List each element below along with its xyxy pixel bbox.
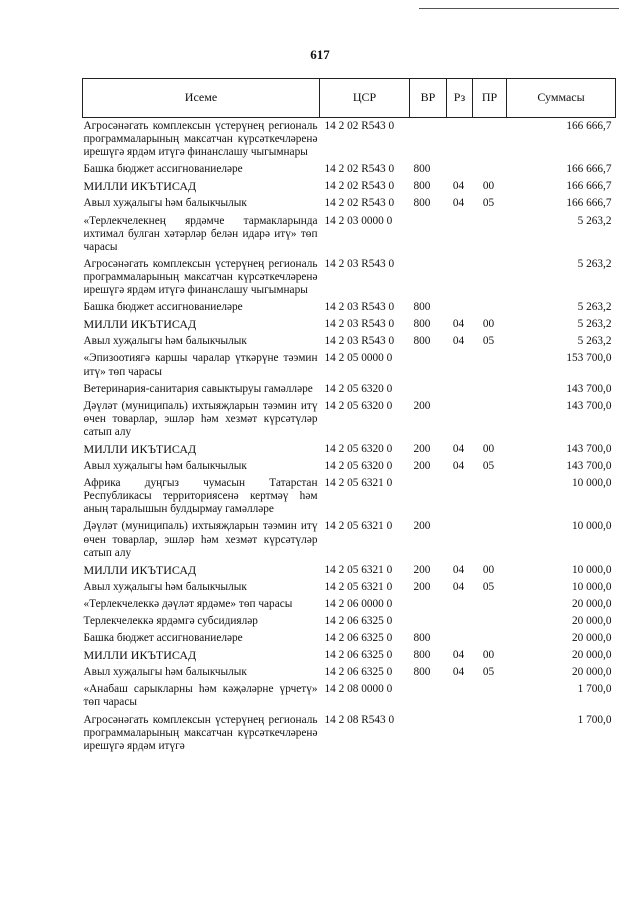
cell-sum: 5 263,2 bbox=[577, 335, 612, 348]
cell-name: Авыл хуҗалыгы һәм балыкчылык bbox=[83, 460, 247, 473]
cell-sum: 20 000,0 bbox=[571, 597, 612, 610]
cell-vr: 800 bbox=[413, 649, 431, 662]
header-name: Исеме bbox=[83, 79, 320, 118]
cell-name: Терлекчелеккә ярдәмгә субсидияләр bbox=[83, 615, 258, 627]
cell-vr: 200 bbox=[413, 563, 431, 576]
table-row bbox=[83, 118, 616, 162]
cell-sum: 5 263,2 bbox=[577, 318, 612, 331]
cell-rz: 04 bbox=[452, 197, 465, 210]
cell-sum: 166 666,7 bbox=[566, 163, 612, 176]
cell-code: 14 2 06 6325 0 bbox=[324, 649, 393, 662]
cell-rz bbox=[447, 161, 473, 178]
cell-code: 14 2 06 6325 0 bbox=[324, 666, 393, 679]
cell-vr bbox=[410, 475, 447, 518]
cell-name: МИЛЛИ ИКЪТИСАД bbox=[83, 179, 197, 194]
table-row bbox=[83, 630, 616, 647]
cell-pr: 05 bbox=[482, 666, 495, 679]
cell-name: «Анабаш сарыкларны һәм кәҗәләрне үрчетү» төп чарасы bbox=[83, 683, 318, 709]
cell-vr bbox=[410, 213, 447, 256]
cell-pr bbox=[473, 256, 507, 299]
cell-sum: 5 263,2 bbox=[577, 257, 612, 270]
cell-rz bbox=[447, 630, 473, 647]
cell-vr bbox=[410, 350, 447, 380]
cell-name: Башка бюджет ассигнованиеләре bbox=[83, 163, 243, 176]
table-row bbox=[83, 712, 616, 755]
cell-pr: 00 bbox=[482, 318, 495, 331]
cell-sum: 10 000,0 bbox=[571, 580, 612, 593]
cell-name: Африка дуңгыз чумасын Татарстан Республикасы территориясенә кертмәү һәм аның таралышын булдырмау гамәлләре bbox=[83, 477, 318, 516]
cell-rz: 04 bbox=[452, 335, 465, 348]
cell-code: 14 2 03 R543 0 bbox=[324, 301, 395, 314]
cell-pr bbox=[473, 613, 507, 630]
cell-sum: 20 000,0 bbox=[571, 649, 612, 662]
cell-code: 14 2 08 R543 0 bbox=[324, 713, 395, 726]
cell-sum: 10 000,0 bbox=[571, 477, 612, 490]
cell-code: 14 2 05 6320 0 bbox=[324, 399, 393, 412]
cell-vr: 800 bbox=[413, 666, 431, 679]
cell-pr bbox=[473, 712, 507, 755]
table-row bbox=[83, 213, 616, 256]
table-row bbox=[83, 596, 616, 613]
cell-name: Авыл хуҗалыгы һәм балыкчылык bbox=[83, 666, 247, 679]
cell-sum: 20 000,0 bbox=[571, 632, 612, 645]
cell-name: Авыл хуҗалыгы һәм балыкчылык bbox=[83, 335, 247, 348]
cell-sum: 166 666,7 bbox=[566, 180, 612, 193]
table-row bbox=[83, 178, 616, 195]
cell-code: 14 2 05 0000 0 bbox=[324, 352, 393, 365]
cell-vr bbox=[410, 256, 447, 299]
table-row bbox=[83, 664, 616, 681]
cell-rz: 04 bbox=[452, 649, 465, 662]
cell-name: Агросәнәгать комплексын үстерүнең региональ программаларының максатчан күрсәткечләренә ирешүгә ярдәм итүгә финанслашу чыгымнары bbox=[83, 120, 318, 159]
cell-rz: 04 bbox=[452, 180, 465, 193]
table-row bbox=[83, 398, 616, 441]
table-row bbox=[83, 562, 616, 579]
table-row bbox=[83, 441, 616, 458]
cell-pr bbox=[473, 161, 507, 178]
cell-rz: 04 bbox=[452, 460, 465, 473]
table-row bbox=[83, 579, 616, 596]
cell-rz bbox=[447, 118, 473, 162]
table-header-row bbox=[83, 79, 616, 118]
cell-code: 14 2 06 6325 0 bbox=[324, 615, 393, 627]
table-row bbox=[83, 518, 616, 561]
cell-pr: 05 bbox=[482, 197, 495, 210]
cell-pr bbox=[473, 299, 507, 316]
cell-vr bbox=[410, 712, 447, 755]
table-row bbox=[83, 381, 616, 398]
header-code: ЦСР bbox=[320, 79, 410, 118]
cell-code: 14 2 03 R543 0 bbox=[324, 257, 395, 270]
cell-rz bbox=[447, 398, 473, 441]
cell-pr bbox=[473, 630, 507, 647]
cell-vr bbox=[410, 596, 447, 613]
header-sum: Суммасы bbox=[507, 79, 616, 118]
cell-pr bbox=[473, 681, 507, 711]
cell-pr bbox=[473, 398, 507, 441]
cell-vr bbox=[410, 613, 447, 630]
cell-pr: 00 bbox=[482, 563, 495, 576]
cell-sum: 143 700,0 bbox=[566, 382, 612, 395]
cell-vr: 200 bbox=[413, 399, 431, 412]
cell-pr bbox=[473, 118, 507, 162]
cell-vr: 200 bbox=[413, 442, 431, 455]
cell-name: «Терлекчелекнең ярдәмче тармакларында ихтимал булган хәтәрләр белән идарә итү» төп чарасы bbox=[83, 214, 318, 253]
cell-name: Ветеринария-санитария савыктыруы гамәлләре bbox=[83, 382, 313, 395]
cell-name: МИЛЛИ ИКЪТИСАД bbox=[83, 648, 197, 663]
cell-sum: 166 666,7 bbox=[566, 120, 612, 132]
cell-sum: 10 000,0 bbox=[571, 520, 612, 533]
cell-code: 14 2 05 6321 0 bbox=[324, 520, 393, 533]
cell-pr: 05 bbox=[482, 335, 495, 348]
table-body bbox=[83, 118, 616, 755]
cell-code: 14 2 02 R543 0 bbox=[324, 120, 395, 132]
cell-name: Авыл хуҗалыгы һәм балыкчылык bbox=[83, 197, 247, 210]
header-rz: Рз bbox=[447, 79, 473, 118]
table-row bbox=[83, 333, 616, 350]
cell-sum: 10 000,0 bbox=[571, 563, 612, 576]
cell-name: Агросәнәгать комплексын үстерүнең региональ программаларының максатчан күрсәткечләренә ирешүгә ярдәм итүгә финанслашу чыгымнары bbox=[83, 257, 318, 297]
cell-code: 14 2 06 6325 0 bbox=[324, 632, 393, 645]
table-row bbox=[83, 350, 616, 380]
table-row bbox=[83, 195, 616, 212]
cell-rz: 04 bbox=[452, 442, 465, 455]
cell-sum: 143 700,0 bbox=[566, 399, 612, 412]
cell-vr: 200 bbox=[413, 460, 431, 473]
cell-pr: 00 bbox=[482, 442, 495, 455]
cell-sum: 1 700,0 bbox=[577, 713, 612, 726]
cell-rz bbox=[447, 256, 473, 299]
cell-sum: 20 000,0 bbox=[571, 615, 612, 627]
cell-vr bbox=[410, 681, 447, 711]
cell-vr: 200 bbox=[413, 520, 431, 533]
cell-name: МИЛЛИ ИКЪТИСАД bbox=[83, 441, 197, 456]
table-row bbox=[83, 299, 616, 316]
cell-pr: 00 bbox=[482, 649, 495, 662]
cell-rz bbox=[447, 518, 473, 561]
table-row bbox=[83, 316, 616, 333]
cell-code: 14 2 06 0000 0 bbox=[324, 597, 393, 610]
cell-code: 14 2 03 0000 0 bbox=[324, 214, 393, 227]
cell-vr bbox=[410, 381, 447, 398]
cell-rz bbox=[447, 475, 473, 518]
cell-pr bbox=[473, 518, 507, 561]
table-row bbox=[83, 256, 616, 299]
cell-vr: 800 bbox=[413, 318, 431, 331]
cell-pr: 05 bbox=[482, 460, 495, 473]
cell-vr: 800 bbox=[413, 632, 431, 645]
cell-pr bbox=[473, 350, 507, 380]
cell-code: 14 2 05 6320 0 bbox=[324, 460, 393, 473]
cell-sum: 153 700,0 bbox=[566, 352, 612, 365]
cell-vr: 200 bbox=[413, 580, 431, 593]
cell-pr bbox=[473, 213, 507, 256]
cell-name: «Терлекчелеккә дәүләт ярдәме» төп чарасы bbox=[83, 597, 293, 610]
budget-table bbox=[82, 78, 616, 755]
cell-code: 14 2 08 0000 0 bbox=[324, 683, 393, 696]
cell-sum: 5 263,2 bbox=[577, 214, 612, 227]
cell-code: 14 2 02 R543 0 bbox=[324, 163, 395, 176]
header-rule bbox=[419, 8, 619, 9]
table-row bbox=[83, 458, 616, 475]
cell-code: 14 2 05 6321 0 bbox=[324, 580, 393, 593]
cell-vr bbox=[410, 118, 447, 162]
cell-rz bbox=[447, 613, 473, 630]
cell-sum: 1 700,0 bbox=[577, 683, 612, 696]
cell-name: МИЛЛИ ИКЪТИСАД bbox=[83, 562, 197, 577]
cell-rz bbox=[447, 712, 473, 755]
cell-vr: 800 bbox=[413, 163, 431, 176]
cell-code: 14 2 05 6321 0 bbox=[324, 563, 393, 576]
cell-pr bbox=[473, 381, 507, 398]
header-vr: ВР bbox=[410, 79, 447, 118]
cell-code: 14 2 05 6320 0 bbox=[324, 442, 393, 455]
page-number: 617 bbox=[310, 47, 330, 62]
cell-rz: 04 bbox=[452, 666, 465, 679]
cell-name: Дәүләт (муниципаль) ихтыяҗларын тәэмин итү өчен товарлар, эшләр һәм хезмәт күрсәтүләр сатып алу bbox=[83, 399, 318, 438]
cell-rz bbox=[447, 596, 473, 613]
cell-name: Дәүләт (муниципаль) ихтыяҗларын тәэмин итү өчен товарлар, эшләр һәм хезмәт күрсәтүләр сатып алу bbox=[83, 520, 318, 559]
table-row bbox=[83, 681, 616, 711]
cell-code: 14 2 02 R543 0 bbox=[324, 197, 395, 210]
table-row bbox=[83, 613, 616, 630]
cell-rz bbox=[447, 299, 473, 316]
cell-rz bbox=[447, 381, 473, 398]
cell-rz: 04 bbox=[452, 580, 465, 593]
cell-sum: 5 263,2 bbox=[577, 301, 612, 314]
cell-code: 14 2 05 6321 0 bbox=[324, 477, 393, 490]
cell-vr: 800 bbox=[413, 197, 431, 210]
cell-vr: 800 bbox=[413, 301, 431, 314]
cell-rz bbox=[447, 350, 473, 380]
cell-rz: 04 bbox=[452, 318, 465, 331]
cell-sum: 143 700,0 bbox=[566, 460, 612, 473]
cell-name: Башка бюджет ассигнованиеләре bbox=[83, 301, 243, 314]
cell-name: «Эпизоотиягә каршы чаралар үткәрүне тәэмин итү» төп чарасы bbox=[83, 352, 318, 378]
cell-code: 14 2 05 6320 0 bbox=[324, 382, 393, 395]
table-row bbox=[83, 475, 616, 518]
cell-pr bbox=[473, 596, 507, 613]
cell-sum: 20 000,0 bbox=[571, 666, 612, 679]
cell-pr: 05 bbox=[482, 580, 495, 593]
table-row bbox=[83, 647, 616, 664]
cell-sum: 166 666,7 bbox=[566, 197, 612, 210]
table-row bbox=[83, 161, 616, 178]
cell-vr: 800 bbox=[413, 335, 431, 348]
cell-name: Авыл хуҗалыгы һәм балыкчылык bbox=[83, 580, 247, 593]
header-pr: ПР bbox=[473, 79, 507, 118]
cell-rz bbox=[447, 681, 473, 711]
cell-vr: 800 bbox=[413, 180, 431, 193]
cell-pr: 00 bbox=[482, 180, 495, 193]
cell-pr bbox=[473, 475, 507, 518]
cell-rz: 04 bbox=[452, 563, 465, 576]
cell-name: Агросәнәгать комплексын үстерүнең региональ программаларының максатчан күрсәткечләренә ирешүгә ярдәм итүгә bbox=[83, 713, 318, 752]
cell-name: Башка бюджет ассигнованиеләре bbox=[83, 632, 243, 645]
cell-sum: 143 700,0 bbox=[566, 442, 612, 455]
cell-rz bbox=[447, 213, 473, 256]
cell-name: МИЛЛИ ИКЪТИСАД bbox=[83, 317, 197, 332]
cell-code: 14 2 03 R543 0 bbox=[324, 318, 395, 331]
cell-code: 14 2 03 R543 0 bbox=[324, 335, 395, 348]
cell-code: 14 2 02 R543 0 bbox=[324, 180, 395, 193]
